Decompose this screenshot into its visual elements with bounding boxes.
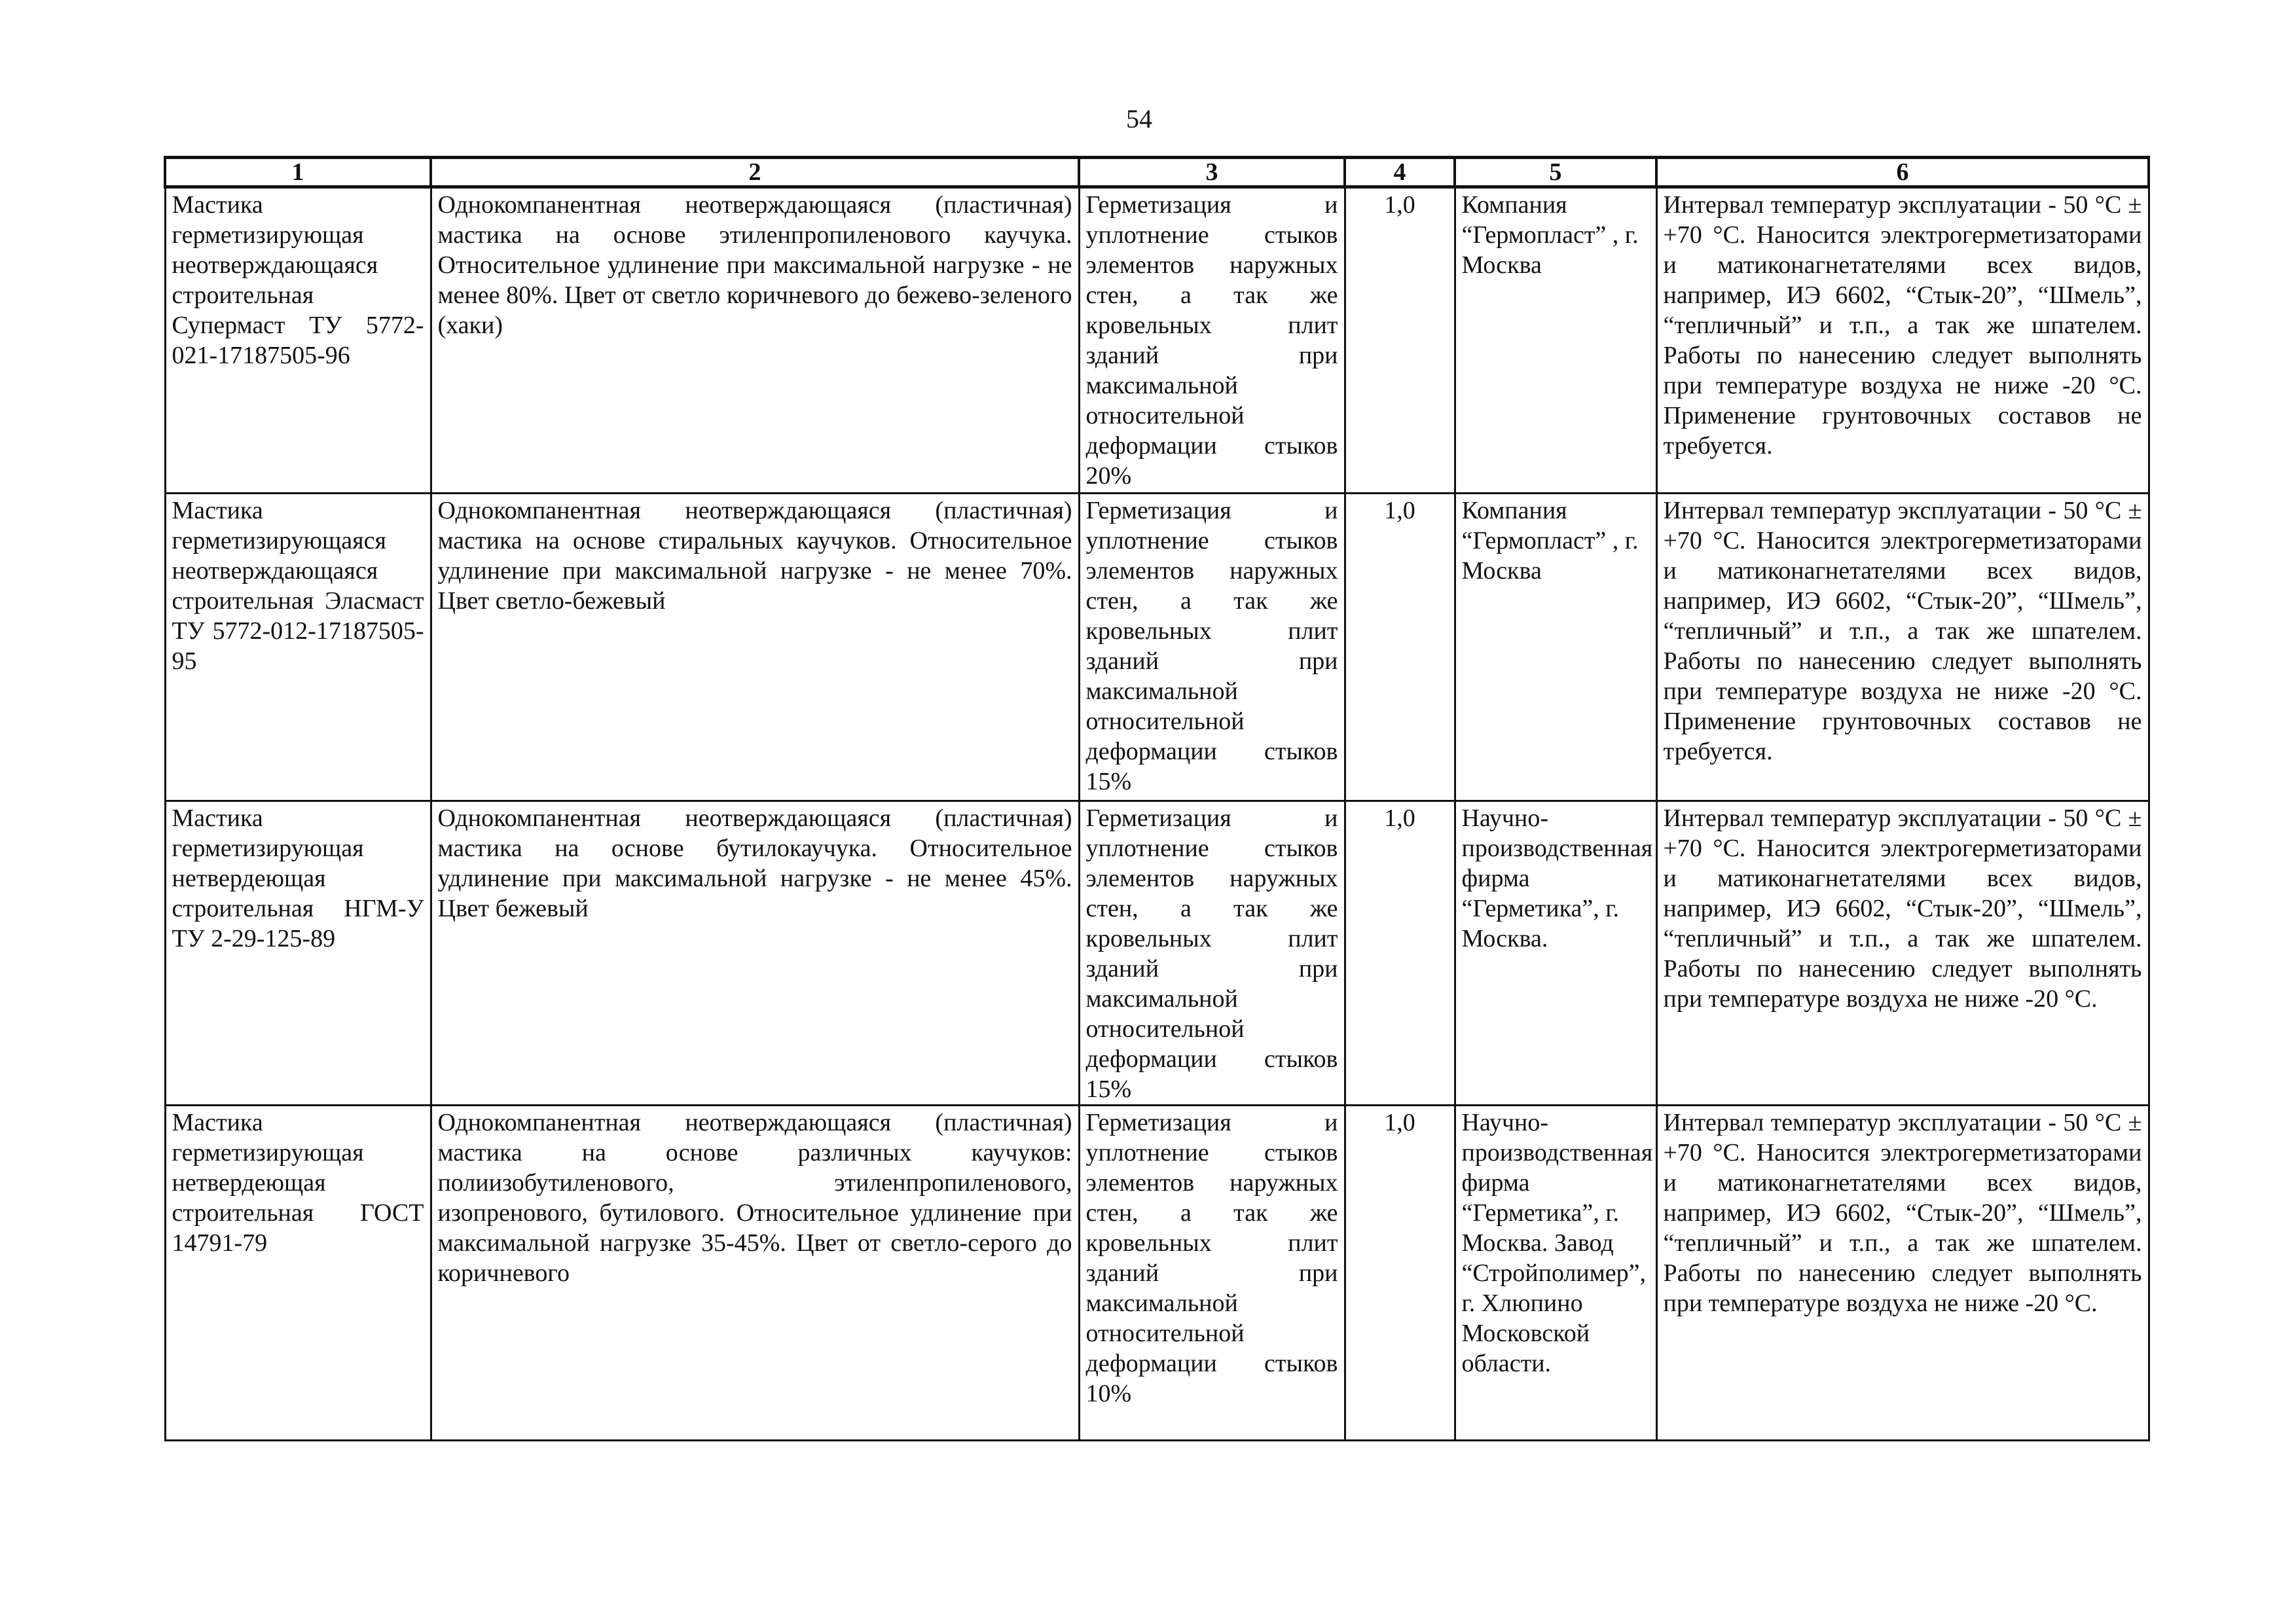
manufacturer: Компания “Гермопласт” , г. Москва: [1455, 494, 1656, 801]
material-name: Мастика герметизирующая неотверждающаяся строительная Супермаст ТУ 5772-021-17187505-96: [165, 187, 431, 494]
material-description: Однокомпанентная неотверждающаяся (пластичная) мастика на основе этиленпропиленового каучука. Относительное удлинение при максимальной нагрузке - не менее 80%. Цвет от светло коричневого до бежево-зеленого (хаки): [431, 187, 1079, 494]
table-header-row: [165, 158, 2149, 187]
application-purpose: Герметизация и уплотнение стыков элементов наружных стен, а так же кровельных плит зданий при максимальной относительной деформации стыков 15%: [1079, 801, 1345, 1106]
material-name: Мастика герметизирующая нетвердеющая строительная НГМ-У ТУ 2-29-125-89: [165, 801, 431, 1106]
coefficient-value: 1,0: [1345, 1106, 1455, 1441]
coefficient-value: 1,0: [1345, 494, 1455, 801]
table-row: [165, 1106, 2149, 1441]
manufacturer: Научно-производственная фирма “Герметика”, г. Москва.: [1455, 801, 1656, 1106]
coefficient-value: 1,0: [1345, 187, 1455, 494]
material-description: Однокомпанентная неотверждающаяся (пластичная) мастика на основе различных каучуков: полиизобутиленового, этиленпропиленового, изопренового, бутилового. Относительное удлинение при максимальной нагрузке 35-45%. Цвет от светло-серого до коричневого: [431, 1106, 1079, 1441]
usage-notes: Интервал температур эксплуатации - 50 °С ± +70 °С. Наносится электрогерметизаторами и матиконагнетателями всех видов, например, ИЭ 6602, “Стык-20”, “Шмель”, “тепличный” и т.п., а так же шпателем. Работы по нанесению следует выполнять при температуре воздуха не ниже -20 °С. Применение грунтовочных составов не требуется.: [1656, 187, 2149, 494]
material-description: Однокомпанентная неотверждающаяся (пластичная) мастика на основе стиральных каучуков. Относительное удлинение при максимальной нагрузке - не менее 70%. Цвет светло-бежевый: [431, 494, 1079, 801]
material-description: Однокомпанентная неотверждающаяся (пластичная) мастика на основе бутилокаучука. Относительное удлинение при максимальной нагрузке - не менее 45%. Цвет бежевый: [431, 801, 1079, 1106]
material-name: Мастика герметизирующая нетвердеющая строительная ГОСТ 14791-79: [165, 1106, 431, 1441]
usage-notes: Интервал температур эксплуатации - 50 °С ± +70 °С. Наносится электрогерметизаторами и матиконагнетателями всех видов, например, ИЭ 6602, “Стык-20”, “Шмель”, “тепличный” и т.п., а так же шпателем. Работы по нанесению следует выполнять при температуре воздуха не ниже -20 °С.: [1656, 1106, 2149, 1441]
page-number: 54: [1126, 104, 1152, 134]
table-row: [165, 494, 2149, 801]
column-header-6: 6: [1656, 158, 2149, 187]
coefficient-value: 1,0: [1345, 801, 1455, 1106]
column-header-1: 1: [165, 158, 431, 187]
application-purpose: Герметизация и уплотнение стыков элементов наружных стен, а так же кровельных плит зданий при максимальной относительной деформации стыков 15%: [1079, 494, 1345, 801]
column-header-5: 5: [1455, 158, 1656, 187]
column-header-3: 3: [1079, 158, 1345, 187]
usage-notes: Интервал температур эксплуатации - 50 °С ± +70 °С. Наносится электрогерметизаторами и матиконагнетателями всех видов, например, ИЭ 6602, “Стык-20”, “Шмель”, “тепличный” и т.п., а так же шпателем. Работы по нанесению следует выполнять при температуре воздуха не ниже -20 °С. Применение грунтовочных составов не требуется.: [1656, 494, 2149, 801]
column-header-2: 2: [431, 158, 1079, 187]
application-purpose: Герметизация и уплотнение стыков элементов наружных стен, а так же кровельных плит зданий при максимальной относительной деформации стыков 10%: [1079, 1106, 1345, 1441]
manufacturer: Компания “Гермопласт” , г. Москва: [1455, 187, 1656, 494]
usage-notes: Интервал температур эксплуатации - 50 °С ± +70 °С. Наносится электрогерметизаторами и матиконагнетателями всех видов, например, ИЭ 6602, “Стык-20”, “Шмель”, “тепличный” и т.п., а так же шпателем. Работы по нанесению следует выполнять при температуре воздуха не ниже -20 °С.: [1656, 801, 2149, 1106]
specification-table: [164, 156, 2150, 1441]
manufacturer: Научно-производственная фирма “Герметика”, г. Москва. Завод “Стройполимер”, г. Хлюпино Московской области.: [1455, 1106, 1656, 1441]
table-row: [165, 187, 2149, 494]
material-name: Мастика герметизирующаяся неотверждающаяся строительная Эласмаст ТУ 5772-012-17187505-95: [165, 494, 431, 801]
column-header-4: 4: [1345, 158, 1455, 187]
application-purpose: Герметизация и уплотнение стыков элементов наружных стен, а так же кровельных плит зданий при максимальной относительной деформации стыков 20%: [1079, 187, 1345, 494]
table-row: [165, 801, 2149, 1106]
